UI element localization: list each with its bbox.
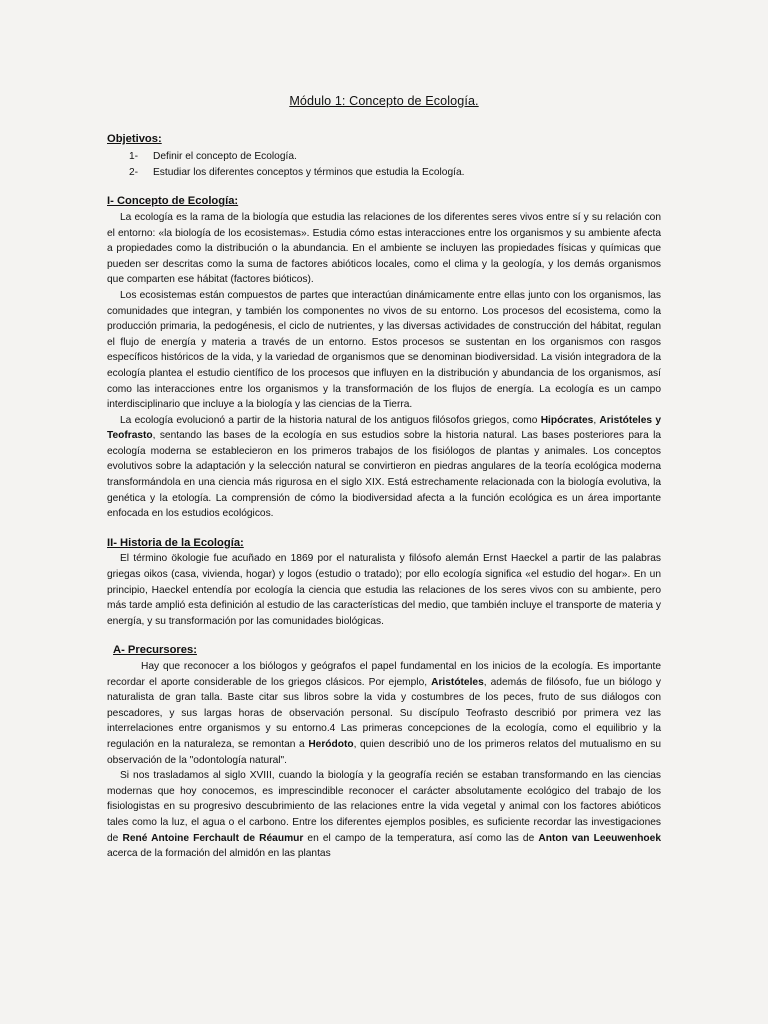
text-run: , además de filósofo, fue un biólogo y naturalista de gran talla. Baste citar sus libros sobre la vida y costumbres de los peces, fruto de sus diálogos con pescadores, y sus largas horas de observación personal. Su discípulo Teofrasto describió por primera vez las interrelaciones entre organismos y su entorno.4 Las primeras concepciones de la ecología, como el equilibrio y la regulación en la naturaleza, se remontan a xyxy=(107,676,661,750)
list-item-number: 1- xyxy=(129,151,139,163)
bold-name: René Antoine Ferchault de Réaumur xyxy=(122,832,304,844)
list-item xyxy=(107,165,661,181)
bold-name: Hipócrates xyxy=(540,414,594,426)
section-heading-precursores: A- Precursores: xyxy=(113,644,197,657)
bold-name: Aristóteles xyxy=(431,676,484,688)
bold-name: Aristóteles y Teofrasto xyxy=(107,414,661,442)
text-run: en el campo de la temperatura, así como las de xyxy=(303,832,539,844)
document-content xyxy=(107,94,661,862)
bold-name: Anton van Leeuwenhoek xyxy=(538,832,661,844)
objectives-heading: Objetivos: xyxy=(107,132,162,145)
section-heading-concepto: I- Concepto de Ecología: xyxy=(107,195,239,208)
list-item-text: Estudiar los diferentes conceptos y términos que estudia la Ecología. xyxy=(153,166,465,178)
page-title: Módulo 1: Concepto de Ecología. xyxy=(289,94,479,108)
text-run: Hay que reconocer a los biólogos y geógrafos el papel fundamental en los inicios de la ecología. Es importante recordar el aporte considerable de los griegos clásicos. Por ejemplo, xyxy=(107,661,661,688)
list-item-text: Definir el concepto de Ecología. xyxy=(153,151,297,163)
text-run: , quien describió uno de los primeros relatos del mutualismo en su observación de la "odontología natural". xyxy=(107,738,661,766)
text-run: acerca de la formación del almidón en las plantas xyxy=(107,848,331,860)
objectives-list xyxy=(107,149,661,180)
paragraph xyxy=(107,659,661,768)
list-item-number: 2- xyxy=(129,166,139,178)
text-run: , xyxy=(593,414,600,426)
paragraph xyxy=(107,413,661,522)
text-run: Si nos trasladamos al siglo XVIII, cuando la biología y la geografía recién se estaban transformando en las ciencias modernas que hoy conocemos, es imprescindible reconocer el carácter absolutamente ecológico del trabajo de los fisiologistas en su progresivo descubrimiento de las relaciones entre la vida vegetal y animal con los factores abióticos tales como la luz, el agua o el carbono. Entre los diferentes ejemplos posibles, es suficiente recordar las investigaciones de xyxy=(107,770,661,844)
list-item xyxy=(107,149,661,165)
paragraph: La ecología es la rama de la biología que estudia las relaciones de los diferentes seres vivos entre sí y su relación con el entorno: «la biología de los ecosistemas». Estudia cómo estas interacciones entre los organismos y su ambiente afecta a propiedades como la distribución o la abundancia. En el ambiente se incluyen las propiedades físicas y químicas que pueden ser descritas como la suma de factores abióticos locales, como el clima y la geología, y los demás organismos que comparten ese hábitat (factores bióticos). xyxy=(107,211,661,286)
paragraph: El término ökologie fue acuñado en 1869 por el naturalista y filósofo alemán Ernst Haeckel a partir de las palabras griegas oikos (casa, vivienda, hogar) y logos (estudio o tratado); por ello ecología significa «el estudio del hogar». En un principio, Haeckel entendía por ecología la ciencia que estudia las relaciones de los seres vivos con su ambiente, pero más tarde amplió esta definición al estudio de las características del medio, que también incluye el transporte de materia y energía, y su transformación por las comunidades biológicas. xyxy=(107,553,661,627)
paragraph: Los ecosistemas están compuestos de partes que interactúan dinámicamente entre ellas junto con los organismos, las comunidades que integran, y también los componentes no vivos de su entorno. Los procesos del ecosistema, como la producción primaria, la pedogénesis, el ciclo de nutrientes, y las diversas actividades de construcción del hábitat, regulan el flujo de energía y materia a través de un entorno. Estos procesos se sustentan en los organismos con rasgos específicos históricos de la vida, y la variedad de organismos que se denominan biodiversidad. La visión integradora de la ecología plantea el estudio científico de los procesos que influyen en la distribución y abundancia de los organismos, así como las interacciones entre los organismos y la transformación de los flujos de energía. La ecología es un campo interdisciplinario que incluye a la biología y las ciencias de la Tierra. xyxy=(107,289,661,411)
bold-name: Heródoto xyxy=(308,738,354,750)
text-run: , sentando las bases de la ecología en sus estudios sobre la historia natural. Las bases posteriores para la ecología moderna se establecieron en los primeros trabajos de los fisiólogos de plantas y animales. Los conceptos evolutivos sobre la adaptación y la selección natural se convirtieron en piedras angulares de la teoría ecológica moderna transformándola en una ciencia más rigurosa en el siglo XIX. Está estrechamente relacionada con la biología evolutiva, la genética y la etología. La comprensión de cómo la biodiversidad afecta a la función ecológica es un área importante enfocada en los estudios ecológicos. xyxy=(107,430,661,520)
paragraph xyxy=(107,768,661,862)
text-run: La ecología evolucionó a partir de la historia natural de los antiguos filósofos griegos, como xyxy=(120,414,541,426)
section-heading-historia: II- Historia de la Ecología: xyxy=(107,536,244,549)
